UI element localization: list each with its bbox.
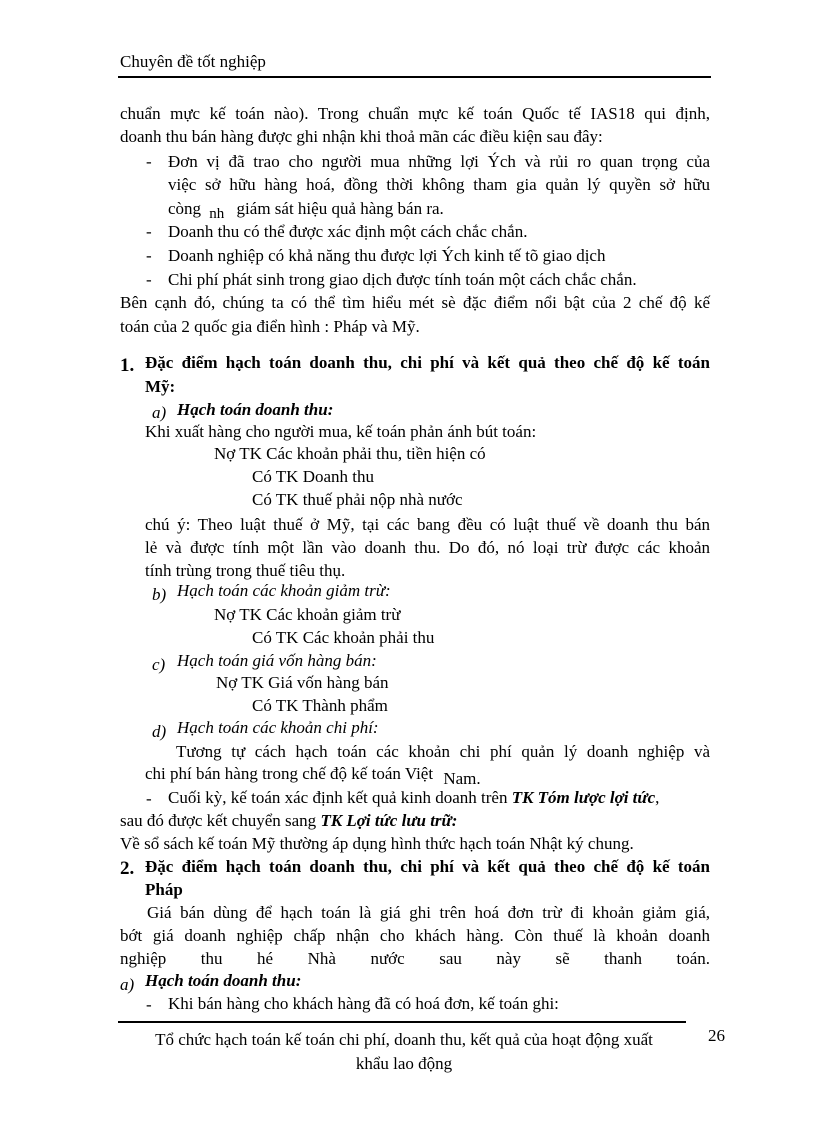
section-number: 1. <box>120 355 135 376</box>
paragraph-line: toán của 2 quốc gia điển hình : Pháp và Mỹ. <box>120 317 420 336</box>
paragraph-line: nghiệp thu hé Nhà nước sau này sẽ thanh toán. <box>120 949 710 968</box>
bullet-line: Doanh nghiệp có khả năng thu được lợi Ých kinh tế tõ giao dịch <box>168 246 606 265</box>
text-fragment: còng <box>168 199 202 218</box>
section-number: 2. <box>120 858 135 879</box>
bullet-line <box>168 198 444 221</box>
section-heading: Mỹ: <box>145 377 176 396</box>
header-divider <box>118 76 711 78</box>
footer-line: khẩu lao động <box>355 1054 453 1073</box>
subsection-title: Hạch toán các khoản giảm trừ: <box>177 581 391 600</box>
journal-entry-line: Có TK Doanh thu <box>252 467 374 486</box>
subsection-title: Hạch toán doanh thu: <box>145 971 302 990</box>
bullet-dash: - <box>146 789 152 808</box>
text-fragment-subscript: Nam. <box>443 769 481 788</box>
subsection-title: Hạch toán giá vốn hàng bán: <box>177 651 377 670</box>
paragraph-line: chuẩn mực kế toán nào). Trong chuẩn mực kế toán Quốc tế IAS18 qui định, <box>120 104 710 123</box>
text-fragment: , <box>655 788 660 807</box>
paragraph-line: Bên cạnh đó, chúng ta có thể tìm hiểu mét sè đặc điểm nổi bật của 2 chế độ kế <box>120 293 710 312</box>
bullet-dash: - <box>146 995 152 1014</box>
journal-entry-line: Có TK Thành phẩm <box>252 696 388 715</box>
paragraph-line: chú ý: Theo luật thuế ở Mỹ, tại các bang đều có luật thuế về doanh thu bán <box>145 515 710 534</box>
text-fragment: Cuối kỳ, kế toán xác định kết quả kinh doanh trên <box>168 788 508 807</box>
bullet-line: Đơn vị đã trao cho người mua những lợi Ých và rủi ro quan trọng của <box>168 152 710 171</box>
text-fragment: giám sát hiệu quả hàng bán ra. <box>236 199 444 218</box>
account-name: TK Lợi tức lưu trữ: <box>320 811 458 830</box>
bullet-dash: - <box>146 246 152 265</box>
section-heading: Đặc điểm hạch toán doanh thu, chi phí và kết quả theo chế độ kế toán <box>145 857 710 876</box>
bullet-line: việc sở hữu hàng hoá, đồng thời không tham gia quản lý quyền sở hữu <box>168 175 710 194</box>
text-fragment-subscript: nh <box>209 206 225 222</box>
paragraph-line: Tương tự cách hạch toán các khoản chi phí quản lý doanh nghiệp và <box>176 742 710 761</box>
journal-entry-line: Có TK thuế phải nộp nhà nước <box>252 490 463 509</box>
text-fragment: chi phí bán hàng trong chế độ kế toán Việt <box>145 764 434 783</box>
page-header-title: Chuyên đề tốt nghiệp <box>120 52 266 71</box>
bullet-dash: - <box>146 270 152 289</box>
footer-line: Tổ chức hạch toán kế toán chi phí, doanh thu, kết quả của hoạt động xuất <box>155 1030 653 1049</box>
subsection-letter: a) <box>120 975 135 994</box>
paragraph-line: Khi xuất hàng cho người mua, kế toán phản ánh bút toán: <box>145 422 537 441</box>
journal-entry-line: Nợ TK Các khoản phải thu, tiền hiện có <box>214 444 486 463</box>
paragraph-line: tính trùng trong thuế tiêu thụ. <box>145 561 346 580</box>
bullet-line: Doanh thu có thể được xác định một cách chắc chắn. <box>168 222 528 241</box>
bullet-line: Khi bán hàng cho khách hàng đã có hoá đơn, kế toán ghi: <box>168 994 559 1013</box>
footer-divider <box>118 1021 686 1023</box>
subsection-letter: b) <box>152 585 167 604</box>
subsection-title: Hạch toán các khoản chi phí: <box>177 718 379 737</box>
paragraph-line <box>145 763 481 788</box>
paragraph-line: lẻ và được tính một lần vào doanh thu. Do đó, nó loại trừ được các khoản <box>145 538 710 557</box>
bullet-line <box>168 787 659 809</box>
subsection-letter: a) <box>152 403 167 422</box>
bullet-dash: - <box>146 152 152 171</box>
paragraph-line: Về sổ sách kế toán Mỹ thường áp dụng hình thức hạch toán Nhật ký chung. <box>120 834 634 853</box>
page-footer <box>120 1028 688 1076</box>
subsection-letter: c) <box>152 655 166 674</box>
journal-entry-line: Nợ TK Các khoản giảm trừ <box>214 605 401 624</box>
section-heading: Pháp <box>145 880 183 899</box>
paragraph-line: Giá bán dùng để hạch toán là giá ghi trên hoá đơn trừ đi khoản giảm giá, <box>147 903 710 922</box>
paragraph-line: doanh thu bán hàng được ghi nhận khi thoả mãn các điều kiện sau đây: <box>120 127 603 146</box>
subsection-title: Hạch toán doanh thu: <box>177 400 334 419</box>
journal-entry-line: Nợ TK Giá vốn hàng bán <box>216 673 389 692</box>
paragraph-line <box>120 810 457 832</box>
bullet-line: Chi phí phát sinh trong giao dịch được tính toán một cách chắc chắn. <box>168 270 637 289</box>
text-fragment: sau đó được kết chuyển sang <box>120 811 317 830</box>
account-name: TK Tóm lược lợi tức <box>511 788 656 807</box>
paragraph-line: bớt giá doanh nghiệp chấp nhận cho khách hàng. Còn thuế là khoản doanh <box>120 926 710 945</box>
bullet-dash: - <box>146 222 152 241</box>
journal-entry-line: Có TK Các khoản phải thu <box>252 628 435 647</box>
page-number: 26 <box>708 1026 725 1045</box>
section-heading: Đặc điểm hạch toán doanh thu, chi phí và kết quả theo chế độ kế toán <box>145 353 710 372</box>
subsection-letter: d) <box>152 722 167 741</box>
